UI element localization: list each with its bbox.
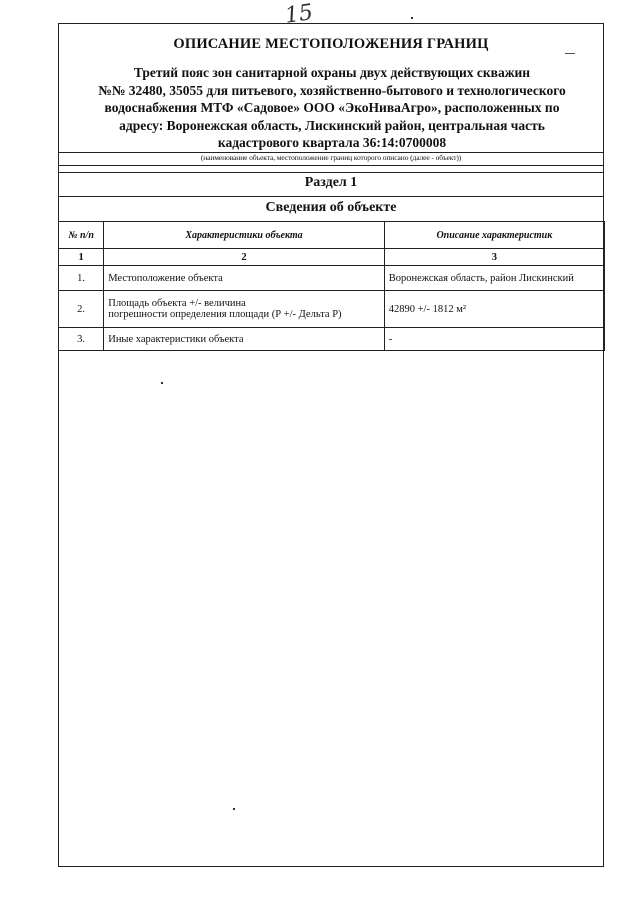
table-row (59, 328, 605, 351)
row-characteristic (104, 266, 385, 291)
document-title: ОПИСАНИЕ МЕСТОПОЛОЖЕНИЯ ГРАНИЦ (173, 36, 489, 52)
characteristic-line: Площадь объекта +/- величина (108, 298, 246, 309)
subtitle-line: адресу: Воронежская область, Лискинский район, центральная часть (119, 117, 545, 133)
subtitle-line: водоснабжения МТФ «Садовое» ООО «ЭкоНиваАгро», расположенных по (104, 100, 560, 115)
object-info-table (58, 221, 605, 351)
subtitle-line: кадастрового квартала 36:14:0700008 (217, 135, 447, 150)
row-value: - (384, 328, 604, 351)
characteristic-line: погрешности определения площади (Р +/- Дельта Р) (108, 309, 342, 320)
column-header: Характеристики объекта (104, 222, 385, 249)
speck (161, 382, 163, 384)
speck (233, 808, 235, 810)
column-number: 1 (59, 249, 104, 266)
section-title: Раздел 1 (304, 175, 358, 190)
column-number-row (59, 249, 605, 266)
section-subtitle: Сведения об объекте (265, 200, 397, 215)
object-caption: (наименование объекта, местоположение границ которого описано (далее - объект)) (200, 153, 462, 162)
divider (59, 165, 603, 166)
speck (411, 17, 413, 19)
table-row (59, 291, 605, 328)
row-value: Воронежская область, район Лискинский (384, 266, 604, 291)
column-number: 3 (384, 249, 604, 266)
subtitle-line: №№ 32480, 35055 для питьевого, хозяйственно-бытового и технологического (98, 82, 566, 98)
table-row (59, 266, 605, 291)
column-header: № п/п (59, 222, 104, 249)
object-description (65, 64, 599, 152)
divider (59, 196, 603, 197)
characteristic-line: Местоположение объекта (108, 272, 223, 284)
document-frame (58, 23, 604, 867)
page-number: 15 (283, 0, 315, 29)
characteristic-line: Иные характеристики объекта (108, 333, 244, 345)
row-characteristic (104, 328, 385, 351)
row-value: 42890 +/- 1812 м² (384, 291, 604, 328)
row-characteristic (104, 291, 385, 328)
row-number: 1. (59, 266, 104, 291)
column-header: Описание характеристик (384, 222, 604, 249)
stray-mark (565, 53, 575, 54)
row-number: 2. (59, 291, 104, 328)
table-header-row (59, 222, 605, 249)
subtitle-line: Третий пояс зон санитарной охраны двух действующих скважин (133, 65, 531, 80)
row-number: 3. (59, 328, 104, 351)
divider (59, 172, 603, 173)
column-number: 2 (104, 249, 385, 266)
